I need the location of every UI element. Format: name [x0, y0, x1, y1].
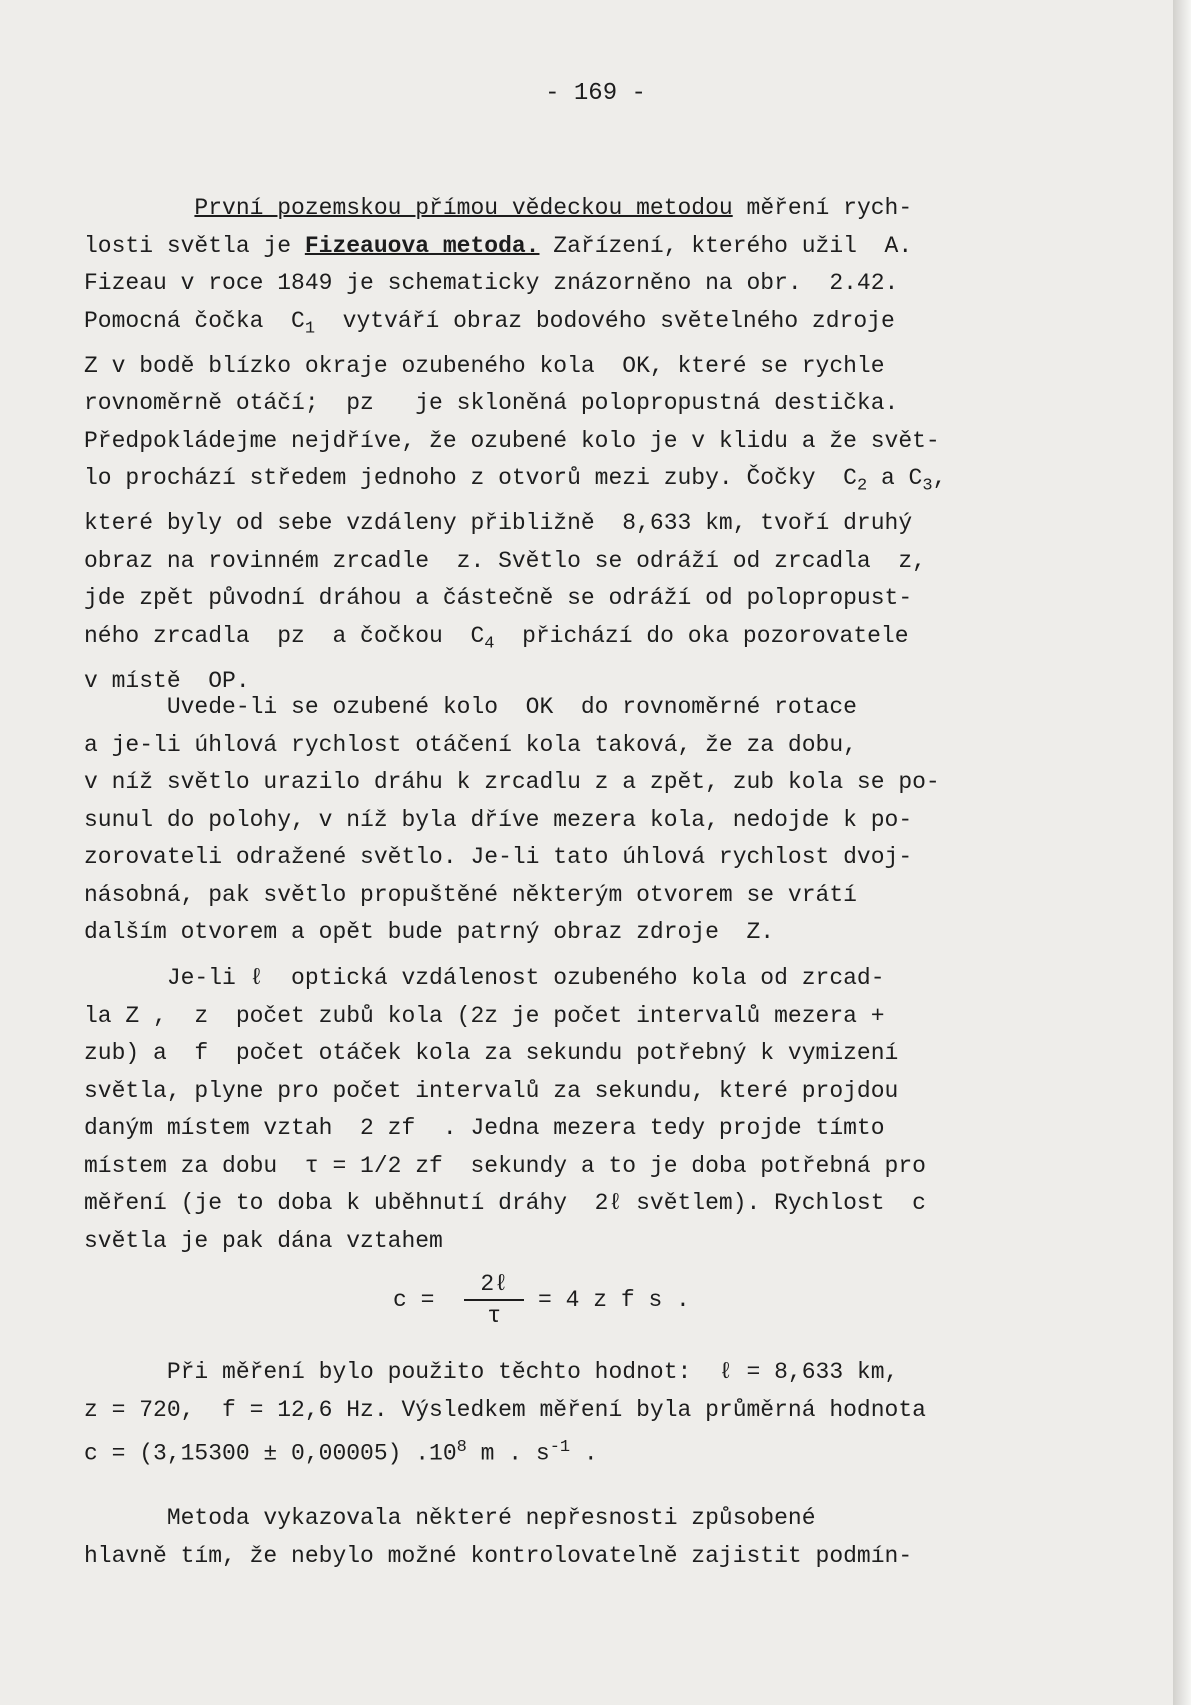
formula-lhs: c = — [393, 1287, 435, 1313]
text-line: násobná, pak světlo propuštěné některým otvorem se vrátí — [84, 881, 857, 908]
text-line: Z v bodě blízko okraje ozubeného kola OK, které se rychle — [84, 352, 885, 379]
subscript: 3 — [922, 476, 933, 496]
subscript: 2 — [856, 476, 868, 496]
text-line: Předpokládejme nejdříve, že ozubené kolo je v klidu a že svět- — [84, 427, 940, 454]
text-segment: a C — [867, 465, 923, 492]
text-segment: ného zrcadla pz a čočkou C — [84, 622, 485, 649]
text-line: Fizeau v roce 1849 je schematicky znázorněno na obr. 2.42. — [84, 270, 899, 296]
text-segment: lo prochází středem jednoho z otvorů mezi zuby. Čočky C — [84, 465, 857, 492]
text-segment: , — [932, 465, 947, 492]
paragraph-fizeau-intro — [84, 190, 1044, 700]
formula-numerator: 2ℓ — [464, 1271, 524, 1301]
text-line: světla je pak dána vztahem — [84, 1227, 443, 1254]
text-segment: losti světla je — [84, 232, 305, 259]
text-line: daným místem vztah 2 zf . Jedna mezera tedy projde tímto — [84, 1115, 885, 1141]
text-line: zub) a f počet otáček kola za sekundu potřebný k vymizení — [84, 1040, 899, 1066]
underlined-term: Fizeauova metoda. — [304, 232, 540, 259]
text-segment: Pomocná čočka C — [84, 307, 305, 334]
text-segment: c = (3,15300 ± 0,00005) .10 — [84, 1440, 457, 1467]
paragraph-measurement-values — [84, 1354, 1044, 1473]
text-line: zorovateli odražené světlo. Je-li tato úhlová rychlost dvoj- — [84, 844, 913, 870]
text-line: měření (je to doba k uběhnutí dráhy 2ℓ světlem). Rychlost c — [84, 1190, 926, 1216]
text-line — [84, 228, 1044, 266]
text-segment: m . s — [466, 1440, 550, 1467]
text-line — [84, 303, 1044, 348]
text-line: v místě OP. — [84, 667, 250, 694]
page-number: - 169 - — [545, 80, 646, 107]
subscript: 4 — [484, 634, 495, 654]
text-segment: Zařízení, kterého užil A. — [539, 232, 913, 259]
underlined-phrase: První pozemskou přímou vědeckou metodou — [194, 195, 733, 221]
text-line: obraz na rovinném zrcadle z. Světlo se odráží od zrcadla z, — [84, 547, 926, 574]
text-line — [84, 1429, 1044, 1473]
text-segment: přichází do oka pozorovatele — [494, 622, 909, 649]
text-line: Uvede-li se ozubené kolo OK do rovnoměrné rotace — [84, 694, 857, 720]
formula-denominator: τ — [487, 1303, 502, 1329]
text-line — [84, 460, 1044, 505]
superscript: -1 — [549, 1438, 571, 1457]
text-line — [84, 618, 1044, 663]
text-line: Při měření bylo použito těchto hodnot: ℓ = 8,633 km, — [84, 1359, 899, 1385]
text-segment: vytváří obraz bodového světelného zdroje — [315, 307, 895, 334]
text-line: které byly od sebe vzdáleny přibližně 8,633 km, tvoří druhý — [84, 510, 913, 537]
text-line: rovnoměrně otáčí; pz je skloněná polopropustná destička. — [84, 390, 899, 417]
text-line: v níž světlo urazilo dráhu k zrcadlu z a zpět, zub kola se po- — [84, 769, 940, 795]
text-line: Metoda vykazovala některé nepřesnosti způsobené — [84, 1505, 816, 1531]
text-line: jde zpět původní dráhou a částečně se odráží od polopropust- — [84, 585, 913, 612]
formula-fraction — [464, 1271, 524, 1329]
text-line: sunul do polohy, v níž byla dříve mezera kola, nedojde k po- — [84, 806, 913, 833]
formula-rhs: = 4 z f s . — [538, 1287, 690, 1313]
page-edge-shadow — [1173, 0, 1191, 1705]
text-line: hlavně tím, že nebylo možné kontrolovatelně zajistit podmín- — [84, 1542, 913, 1569]
text-line: místem za dobu τ = 1/2 zf sekundy a to je doba potřebná pro — [84, 1152, 926, 1179]
text-line: dalším otvorem a opět bude patrný obraz zdroje Z. — [84, 919, 775, 945]
text-line — [84, 190, 1044, 228]
text-line: z = 720, f = 12,6 Hz. Výsledkem měření byla průměrná hodnota — [84, 1396, 926, 1423]
paragraph-inaccuracies — [84, 1500, 1044, 1575]
text-line: světla, plyne pro počet intervalů za sekundu, které projdou — [84, 1077, 899, 1104]
speed-of-light-formula — [393, 1265, 690, 1335]
text-segment: . — [570, 1440, 598, 1467]
text-segment: měření rych- — [732, 195, 913, 221]
paragraph-rotation — [84, 689, 1044, 952]
text-line: Je-li ℓ optická vzdálenost ozubeného kola od zrcad- — [84, 965, 885, 991]
paragraph-derivation — [84, 960, 1044, 1260]
superscript: 8 — [456, 1438, 467, 1457]
subscript: 1 — [304, 319, 316, 339]
text-line: la Z , z počet zubů kola (2z je počet intervalů mezera + — [84, 1002, 885, 1029]
indent — [84, 195, 194, 221]
text-line: a je-li úhlová rychlost otáčení kola taková, že za dobu, — [84, 731, 857, 758]
